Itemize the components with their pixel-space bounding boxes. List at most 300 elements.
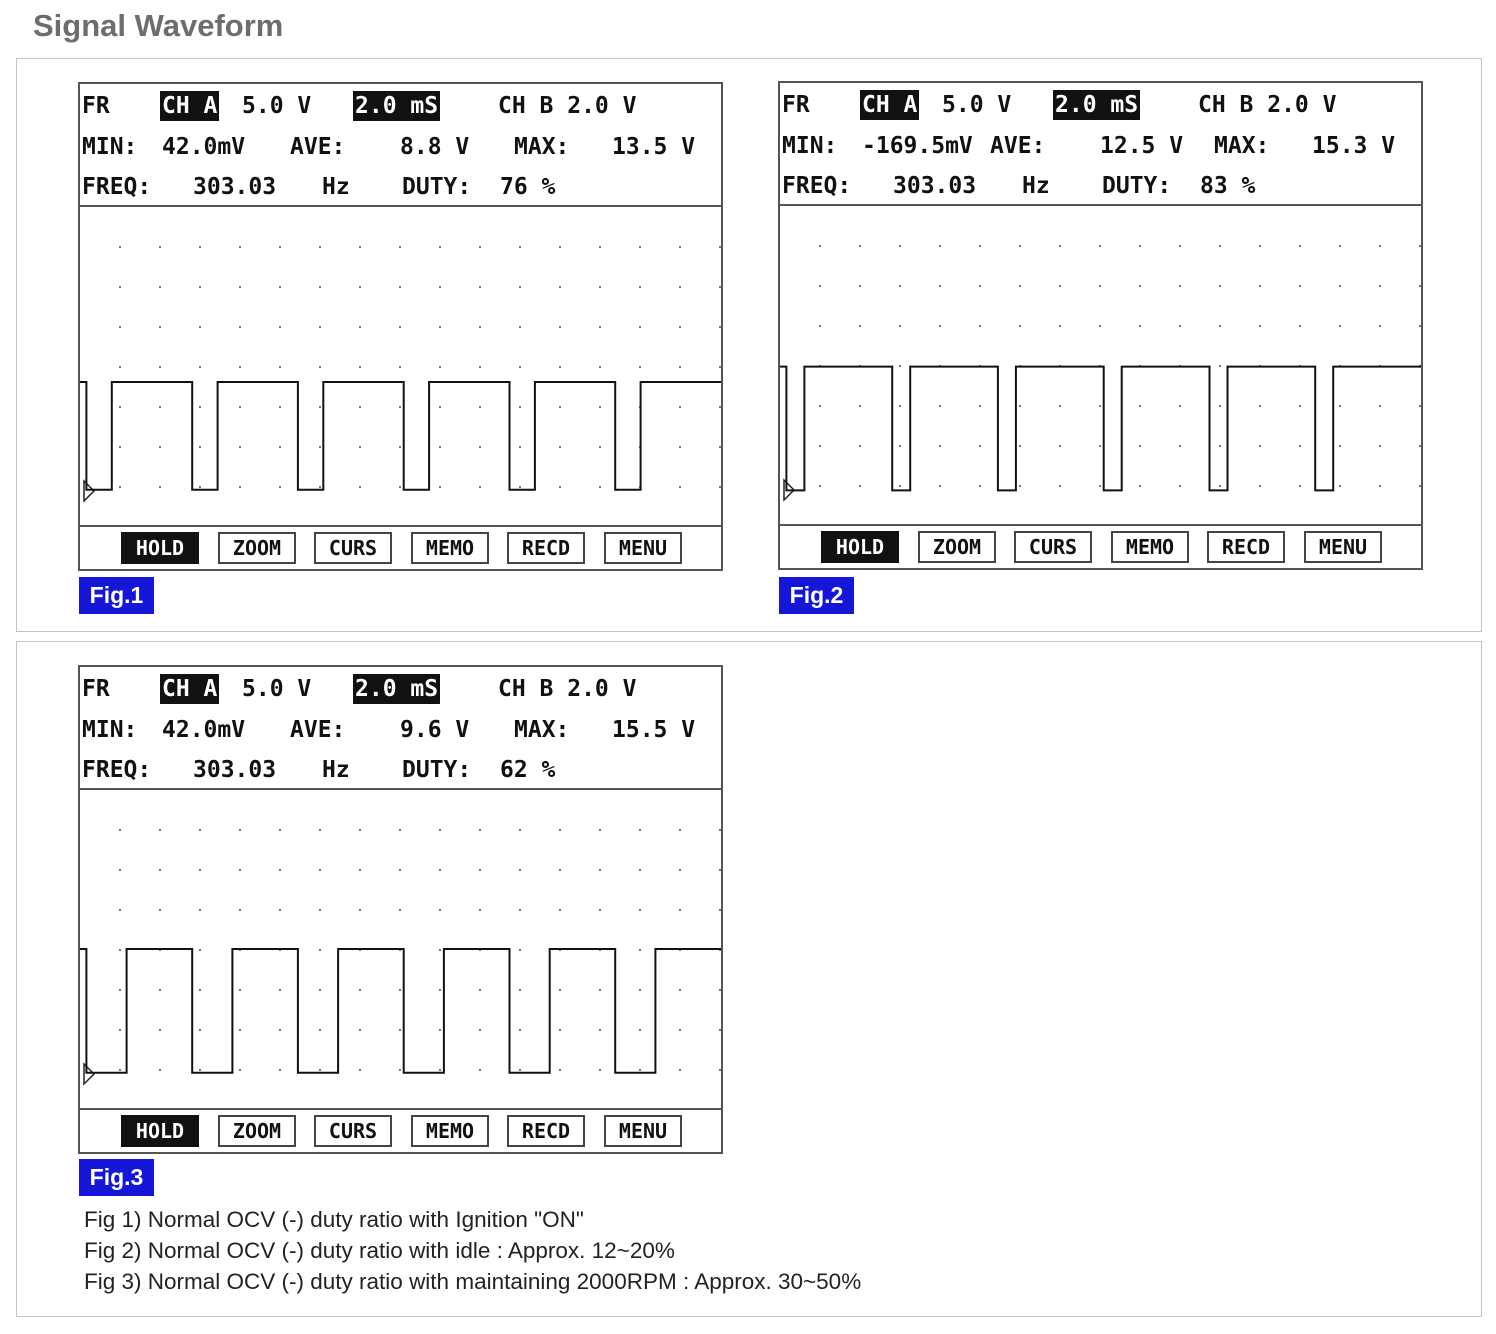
grid-dot bbox=[719, 286, 721, 288]
grid-dot bbox=[119, 949, 121, 951]
grid-dot bbox=[719, 246, 721, 248]
memo-button[interactable]: MEMO bbox=[411, 1115, 489, 1147]
grid-dot bbox=[439, 446, 441, 448]
zoom-button[interactable]: ZOOM bbox=[218, 532, 296, 564]
grid-dot bbox=[719, 989, 721, 991]
duty-value: 76 % bbox=[500, 174, 556, 200]
grid-dot bbox=[1019, 405, 1021, 407]
max-label: MAX: bbox=[514, 717, 570, 743]
grid-dot bbox=[199, 989, 201, 991]
grid-dot bbox=[359, 989, 361, 991]
grid-dot bbox=[559, 286, 561, 288]
fig1-label: Fig.1 bbox=[79, 577, 154, 614]
grid-dot bbox=[1419, 485, 1421, 487]
grid-dot bbox=[399, 1069, 401, 1071]
freq-unit: Hz bbox=[1022, 173, 1050, 199]
curs-button[interactable]: CURS bbox=[314, 1115, 392, 1147]
grid-dot bbox=[159, 829, 161, 831]
grid-dot bbox=[599, 829, 601, 831]
grid-dot bbox=[819, 405, 821, 407]
grid-dot bbox=[1059, 325, 1061, 327]
grid-dot bbox=[359, 1069, 361, 1071]
grid-dot bbox=[599, 326, 601, 328]
grid-dot bbox=[479, 286, 481, 288]
grid-dot bbox=[679, 1029, 681, 1031]
grid-dot bbox=[1099, 285, 1101, 287]
grid-dot bbox=[559, 406, 561, 408]
grid-dot bbox=[279, 829, 281, 831]
grid-dot bbox=[359, 829, 361, 831]
grid-dot bbox=[519, 829, 521, 831]
grid-dot bbox=[479, 446, 481, 448]
grid-dot bbox=[479, 486, 481, 488]
grid-dot bbox=[1059, 485, 1061, 487]
grid-dot bbox=[1139, 325, 1141, 327]
grid-dot bbox=[319, 366, 321, 368]
curs-button[interactable]: CURS bbox=[1014, 531, 1092, 563]
timebase-label: 2.0 mS bbox=[355, 93, 439, 119]
grid-dot bbox=[239, 1069, 241, 1071]
grid-dot bbox=[519, 246, 521, 248]
grid-dot bbox=[559, 909, 561, 911]
grid-dot bbox=[399, 1029, 401, 1031]
grid-dot bbox=[439, 326, 441, 328]
grid-dot bbox=[1259, 445, 1261, 447]
grid-dot bbox=[439, 1069, 441, 1071]
grid-dot bbox=[559, 869, 561, 871]
grid-dot bbox=[319, 1069, 321, 1071]
grid-dot bbox=[519, 869, 521, 871]
grid-dot bbox=[1299, 405, 1301, 407]
grid-dot bbox=[199, 446, 201, 448]
grid-dot bbox=[559, 446, 561, 448]
grid-dot bbox=[319, 909, 321, 911]
min-value: 42.0mV bbox=[162, 717, 246, 743]
duty-label: DUTY: bbox=[402, 174, 472, 200]
grid-dot bbox=[559, 326, 561, 328]
grid-dot bbox=[119, 486, 121, 488]
ave-value: 12.5 V bbox=[1100, 133, 1184, 159]
scope-fig2 bbox=[778, 81, 1423, 570]
grid-dot bbox=[439, 406, 441, 408]
grid-dot bbox=[1179, 245, 1181, 247]
grid-dot bbox=[1139, 285, 1141, 287]
fig2-label: Fig.2 bbox=[779, 577, 854, 614]
zoom-button[interactable]: ZOOM bbox=[918, 531, 996, 563]
grid-dot bbox=[1299, 485, 1301, 487]
grid-dot bbox=[1019, 245, 1021, 247]
ave-value: 9.6 V bbox=[400, 717, 470, 743]
freq-unit: Hz bbox=[322, 174, 350, 200]
grid-dot bbox=[1259, 405, 1261, 407]
grid-dot bbox=[399, 829, 401, 831]
mode-label: FR bbox=[782, 92, 810, 118]
grid-dot bbox=[199, 949, 201, 951]
grid-dot bbox=[519, 909, 521, 911]
grid-dot bbox=[979, 485, 981, 487]
grid-dot bbox=[399, 869, 401, 871]
waveform-trace bbox=[80, 949, 721, 1073]
grid-dot bbox=[599, 246, 601, 248]
grid-dot bbox=[859, 405, 861, 407]
grid-dot bbox=[399, 286, 401, 288]
grid-dot bbox=[279, 446, 281, 448]
grid-dot bbox=[159, 286, 161, 288]
grid-dot bbox=[599, 486, 601, 488]
min-value: -169.5mV bbox=[862, 133, 973, 159]
grid-dot bbox=[199, 909, 201, 911]
grid-dot bbox=[1299, 285, 1301, 287]
mode-label: FR bbox=[82, 676, 110, 702]
grid-dot bbox=[599, 1029, 601, 1031]
grid-dot bbox=[239, 286, 241, 288]
waveform-plot bbox=[80, 207, 721, 529]
grid-dot bbox=[519, 326, 521, 328]
grid-dot bbox=[239, 366, 241, 368]
scope-header bbox=[780, 83, 1421, 206]
grid-dot bbox=[679, 909, 681, 911]
menu-button[interactable]: MENU bbox=[604, 1115, 682, 1147]
grid-dot bbox=[1299, 325, 1301, 327]
recd-button[interactable]: RECD bbox=[507, 532, 585, 564]
fig3-label: Fig.3 bbox=[79, 1159, 154, 1196]
grid-dot bbox=[1379, 325, 1381, 327]
grid-dot bbox=[199, 869, 201, 871]
grid-dot bbox=[1339, 485, 1341, 487]
grid-dot bbox=[1419, 245, 1421, 247]
grid-dot bbox=[819, 325, 821, 327]
grid-dot bbox=[439, 869, 441, 871]
grid-dot bbox=[1379, 405, 1381, 407]
grid-dot bbox=[639, 909, 641, 911]
caption-fig2: Fig 2) Normal OCV (-) duty ratio with idle : Approx. 12~20% bbox=[84, 1238, 675, 1263]
grid-dot bbox=[1339, 285, 1341, 287]
grid-dot bbox=[1379, 485, 1381, 487]
grid-dot bbox=[639, 869, 641, 871]
waveform-svg bbox=[780, 206, 1421, 528]
grid-dot bbox=[1099, 405, 1101, 407]
grid-dot bbox=[1099, 325, 1101, 327]
grid-dot bbox=[159, 326, 161, 328]
ch-a-label: CH A bbox=[162, 93, 218, 119]
grid-dot bbox=[639, 246, 641, 248]
scope-menu-bar bbox=[80, 525, 721, 569]
grid-dot bbox=[319, 286, 321, 288]
grid-dot bbox=[679, 1069, 681, 1071]
memo-button[interactable]: MEMO bbox=[1111, 531, 1189, 563]
grid-dot bbox=[119, 326, 121, 328]
scope-header bbox=[80, 84, 721, 207]
grid-dot bbox=[559, 989, 561, 991]
grid-dot bbox=[899, 485, 901, 487]
grid-dot bbox=[119, 286, 121, 288]
grid-dot bbox=[939, 245, 941, 247]
grid-dot bbox=[719, 486, 721, 488]
grid-dot bbox=[399, 406, 401, 408]
ave-label: AVE: bbox=[990, 133, 1046, 159]
grid-dot bbox=[479, 326, 481, 328]
grid-dot bbox=[119, 446, 121, 448]
grid-dot bbox=[679, 286, 681, 288]
grid-dot bbox=[1259, 285, 1261, 287]
grid-dot bbox=[199, 246, 201, 248]
timebase-label: 2.0 mS bbox=[1055, 92, 1139, 118]
grid-dot bbox=[679, 326, 681, 328]
scope-fig1 bbox=[78, 82, 723, 571]
grid-dot bbox=[979, 445, 981, 447]
duty-value: 62 % bbox=[500, 757, 556, 783]
grid-dot bbox=[359, 406, 361, 408]
grid-dot bbox=[939, 325, 941, 327]
max-label: MAX: bbox=[514, 134, 570, 160]
grid-dot bbox=[159, 989, 161, 991]
grid-dot bbox=[1219, 245, 1221, 247]
grid-dot bbox=[1059, 245, 1061, 247]
ch-a-scale: 5.0 V bbox=[242, 93, 312, 119]
grid-dot bbox=[279, 246, 281, 248]
grid-dot bbox=[239, 989, 241, 991]
grid-dot bbox=[599, 1069, 601, 1071]
grid-dot bbox=[899, 285, 901, 287]
grid-dot bbox=[439, 486, 441, 488]
grid-dot bbox=[239, 869, 241, 871]
grid-dot bbox=[859, 285, 861, 287]
max-value: 13.5 V bbox=[612, 134, 696, 160]
ch-b-label: CH B 2.0 V bbox=[498, 93, 637, 119]
grid-dot bbox=[359, 366, 361, 368]
grid-dot bbox=[679, 446, 681, 448]
grid-dot bbox=[1179, 285, 1181, 287]
grid-dot bbox=[1019, 445, 1021, 447]
grid-dot bbox=[159, 446, 161, 448]
grid-dot bbox=[119, 1029, 121, 1031]
grid-dot bbox=[239, 246, 241, 248]
grid-dot bbox=[1139, 485, 1141, 487]
waveform-trace bbox=[80, 382, 721, 490]
page-title: Signal Waveform bbox=[33, 8, 284, 43]
grid-dot bbox=[119, 909, 121, 911]
ch-a-label: CH A bbox=[162, 676, 218, 702]
menu-button[interactable]: MENU bbox=[1304, 531, 1382, 563]
grid-dot bbox=[159, 246, 161, 248]
grid-dot bbox=[479, 246, 481, 248]
grid-dot bbox=[639, 1069, 641, 1071]
grid-dot bbox=[519, 406, 521, 408]
max-value: 15.5 V bbox=[612, 717, 696, 743]
grid-dot bbox=[719, 1069, 721, 1071]
grid-dot bbox=[479, 1069, 481, 1071]
freq-label: FREQ: bbox=[782, 173, 852, 199]
duty-label: DUTY: bbox=[402, 757, 472, 783]
grid-dot bbox=[719, 869, 721, 871]
grid-dot bbox=[279, 326, 281, 328]
ave-label: AVE: bbox=[290, 134, 346, 160]
grid-dot bbox=[359, 869, 361, 871]
grid-dot bbox=[639, 1029, 641, 1031]
grid-dot bbox=[1419, 405, 1421, 407]
grid-dot bbox=[679, 829, 681, 831]
grid-dot bbox=[1139, 245, 1141, 247]
grid-dot bbox=[1099, 245, 1101, 247]
mode-label: FR bbox=[82, 93, 110, 119]
grid-dot bbox=[359, 909, 361, 911]
curs-button[interactable]: CURS bbox=[314, 532, 392, 564]
grid-dot bbox=[319, 486, 321, 488]
grid-dot bbox=[1259, 485, 1261, 487]
grid-dot bbox=[599, 366, 601, 368]
grid-dot bbox=[399, 486, 401, 488]
grid-dot bbox=[979, 285, 981, 287]
grid-dot bbox=[1259, 325, 1261, 327]
memo-button[interactable]: MEMO bbox=[411, 532, 489, 564]
grid-dot bbox=[439, 909, 441, 911]
scope-header bbox=[80, 667, 721, 790]
grid-dot bbox=[439, 989, 441, 991]
grid-dot bbox=[1059, 405, 1061, 407]
grid-dot bbox=[239, 406, 241, 408]
grid-dot bbox=[279, 286, 281, 288]
recd-button[interactable]: RECD bbox=[1207, 531, 1285, 563]
grid-dot bbox=[719, 366, 721, 368]
grid-dot bbox=[1219, 405, 1221, 407]
grid-dot bbox=[439, 366, 441, 368]
grid-dot bbox=[639, 286, 641, 288]
grid-dot bbox=[279, 1029, 281, 1031]
grid-dot bbox=[679, 989, 681, 991]
grid-dot bbox=[439, 949, 441, 951]
grid-dot bbox=[719, 406, 721, 408]
grid-dot bbox=[359, 486, 361, 488]
grid-dot bbox=[519, 1069, 521, 1071]
grid-dot bbox=[679, 869, 681, 871]
min-label: MIN: bbox=[782, 133, 838, 159]
grid-dot bbox=[1179, 325, 1181, 327]
grid-dot bbox=[1419, 325, 1421, 327]
grid-dot bbox=[319, 406, 321, 408]
grid-dot bbox=[939, 405, 941, 407]
menu-button[interactable]: MENU bbox=[604, 532, 682, 564]
grid-dot bbox=[479, 366, 481, 368]
grid-dot bbox=[279, 869, 281, 871]
grid-dot bbox=[1219, 445, 1221, 447]
grid-dot bbox=[1339, 325, 1341, 327]
grid-dot bbox=[899, 365, 901, 367]
duty-label: DUTY: bbox=[1102, 173, 1172, 199]
freq-value: 303.03 bbox=[193, 174, 277, 200]
freq-label: FREQ: bbox=[82, 174, 152, 200]
hold-button[interactable]: HOLD bbox=[121, 1115, 199, 1147]
hold-button[interactable]: HOLD bbox=[821, 531, 899, 563]
zoom-button[interactable]: ZOOM bbox=[218, 1115, 296, 1147]
grid-dot bbox=[1059, 445, 1061, 447]
grid-dot bbox=[819, 445, 821, 447]
grid-dot bbox=[439, 1029, 441, 1031]
grid-dot bbox=[279, 486, 281, 488]
grid-dot bbox=[939, 485, 941, 487]
grid-dot bbox=[319, 246, 321, 248]
grid-dot bbox=[319, 1029, 321, 1031]
grid-dot bbox=[859, 325, 861, 327]
grid-dot bbox=[679, 246, 681, 248]
grid-dot bbox=[439, 829, 441, 831]
grid-dot bbox=[559, 1069, 561, 1071]
grid-dot bbox=[899, 245, 901, 247]
recd-button[interactable]: RECD bbox=[507, 1115, 585, 1147]
grid-dot bbox=[1339, 405, 1341, 407]
grid-dot bbox=[159, 869, 161, 871]
scope-menu-bar bbox=[780, 524, 1421, 568]
grid-dot bbox=[439, 246, 441, 248]
min-value: 42.0mV bbox=[162, 134, 246, 160]
grid-dot bbox=[399, 246, 401, 248]
caption-fig3: Fig 3) Normal OCV (-) duty ratio with maintaining 2000RPM : Approx. 30~50% bbox=[84, 1269, 862, 1294]
grid-dot bbox=[639, 326, 641, 328]
grid-dot bbox=[519, 989, 521, 991]
grid-dot bbox=[1139, 405, 1141, 407]
grid-dot bbox=[819, 485, 821, 487]
grid-dot bbox=[1299, 245, 1301, 247]
grid-dot bbox=[399, 366, 401, 368]
grid-dot bbox=[979, 405, 981, 407]
grid-dot bbox=[119, 246, 121, 248]
grid-dot bbox=[599, 909, 601, 911]
grid-dot bbox=[719, 909, 721, 911]
min-label: MIN: bbox=[82, 717, 138, 743]
grid-dot bbox=[1419, 285, 1421, 287]
grid-dot bbox=[519, 486, 521, 488]
grid-dot bbox=[599, 406, 601, 408]
max-value: 15.3 V bbox=[1312, 133, 1396, 159]
grid-dot bbox=[199, 326, 201, 328]
grid-dot bbox=[519, 286, 521, 288]
grid-dot bbox=[559, 366, 561, 368]
grid-dot bbox=[199, 286, 201, 288]
grid-dot bbox=[559, 246, 561, 248]
grid-dot bbox=[239, 486, 241, 488]
grid-dot bbox=[599, 286, 601, 288]
grid-dot bbox=[899, 325, 901, 327]
grid-dot bbox=[1019, 485, 1021, 487]
grid-dot bbox=[479, 829, 481, 831]
freq-value: 303.03 bbox=[893, 173, 977, 199]
grid-dot bbox=[239, 1029, 241, 1031]
grid-dot bbox=[279, 1069, 281, 1071]
grid-dot bbox=[279, 366, 281, 368]
grid-dot bbox=[159, 1029, 161, 1031]
max-label: MAX: bbox=[1214, 133, 1270, 159]
grid-dot bbox=[239, 446, 241, 448]
ch-a-scale: 5.0 V bbox=[942, 92, 1012, 118]
grid-dot bbox=[359, 326, 361, 328]
grid-dot bbox=[239, 829, 241, 831]
grid-dot bbox=[199, 1029, 201, 1031]
grid-dot bbox=[399, 909, 401, 911]
grid-dot bbox=[979, 245, 981, 247]
ch-a-scale: 5.0 V bbox=[242, 676, 312, 702]
grid-dot bbox=[119, 406, 121, 408]
grid-dot bbox=[1019, 325, 1021, 327]
hold-button[interactable]: HOLD bbox=[121, 532, 199, 564]
grid-dot bbox=[359, 446, 361, 448]
freq-unit: Hz bbox=[322, 757, 350, 783]
grid-dot bbox=[159, 909, 161, 911]
caption-fig1: Fig 1) Normal OCV (-) duty ratio with Ignition "ON" bbox=[84, 1207, 584, 1232]
grid-dot bbox=[199, 1069, 201, 1071]
ave-value: 8.8 V bbox=[400, 134, 470, 160]
grid-dot bbox=[1219, 285, 1221, 287]
grid-dot bbox=[939, 445, 941, 447]
grid-dot bbox=[199, 486, 201, 488]
